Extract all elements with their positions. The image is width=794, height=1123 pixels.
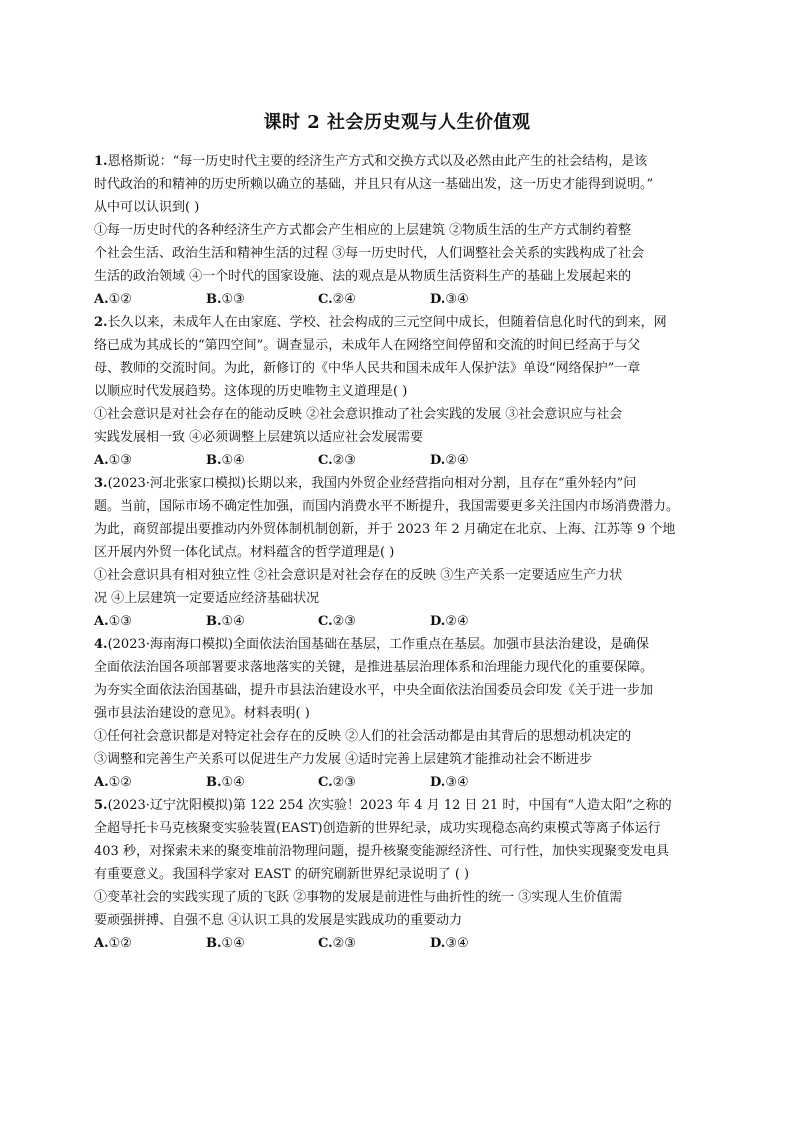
question-1 xyxy=(94,150,706,311)
choice-letter: C. xyxy=(318,453,333,468)
question-line: 强市县法治建设的意见》。材料表明( ) xyxy=(94,706,310,721)
choice-text: ②④ xyxy=(445,614,469,629)
choice-a[interactable] xyxy=(94,771,206,794)
choice-letter: D. xyxy=(430,775,446,790)
question-line xyxy=(94,472,706,495)
choice-d[interactable] xyxy=(430,771,542,794)
choice-text: ②③ xyxy=(332,775,356,790)
question-line: 实践发展相一致 ④必须调整上层建筑以适应社会发展需要 xyxy=(94,430,424,445)
choice-d[interactable] xyxy=(430,288,542,311)
choice-letter: B. xyxy=(206,614,222,629)
choice-d[interactable] xyxy=(430,610,542,633)
choice-b[interactable] xyxy=(206,771,318,794)
question-3 xyxy=(94,472,706,633)
question-line: 况 ④上层建筑一定要适应经济基础状况 xyxy=(94,591,320,606)
question-line xyxy=(94,794,706,817)
choice-letter: D. xyxy=(430,936,446,951)
choice-text: ③④ xyxy=(445,936,469,951)
choice-letter: A. xyxy=(94,775,109,790)
question-line xyxy=(94,633,706,656)
question-line: 全超导托卡马克核聚变实验装置(EAST)创造新的世界纪录，成功实现稳态高约束模式等离子体运行 xyxy=(94,821,661,836)
choice-text: ②③ xyxy=(332,936,356,951)
question-2 xyxy=(94,311,706,472)
question-text: (2023·海南海口模拟)全面依法治国基础在基层，工作重点在基层。加强市县法治建设，是确保 xyxy=(107,637,649,652)
question-line: 母、教师的交流时间。为此，新修订的《中华人民共和国未成年人保护法》单设“网络保护”一章 xyxy=(94,361,641,376)
choice-text: ③④ xyxy=(445,292,469,307)
page-title: 课时 2 社会历史观与人生价值观 xyxy=(263,112,531,133)
question-line: 个社会生活、政治生活和精神生活的过程 ③每一历史时代，人们调整社会关系的实践构成了社会 xyxy=(94,246,645,261)
choice-text: ③④ xyxy=(445,775,469,790)
question-text: 恩格斯说：“每一历史时代主要的经济生产方式和交换方式以及必然由此产生的社会结构，是该 xyxy=(107,154,648,169)
answer-choices xyxy=(94,449,706,472)
question-number: 5. xyxy=(94,798,108,813)
question-line: 时代政治的和精神的历史所赖以确立的基础，并且只有从这一基础出发，这一历史才能得到说明。” xyxy=(94,177,654,192)
answer-choices xyxy=(94,288,706,311)
choice-d[interactable] xyxy=(430,932,542,955)
choice-text: ②③ xyxy=(332,453,356,468)
choice-a[interactable] xyxy=(94,288,206,311)
choice-letter: A. xyxy=(94,936,109,951)
choice-text: ①④ xyxy=(221,453,245,468)
question-line: ①社会意识具有相对独立性 ②社会意识是对社会存在的反映 ③生产关系一定要适应生产力状 xyxy=(94,568,623,583)
choice-text: ②④ xyxy=(445,453,469,468)
choice-text: ①④ xyxy=(221,614,245,629)
choice-letter: C. xyxy=(318,614,333,629)
choice-text: ①④ xyxy=(221,775,245,790)
choice-letter: C. xyxy=(318,775,333,790)
choice-text: ①② xyxy=(108,775,132,790)
choice-letter: C. xyxy=(318,936,333,951)
question-number: 2. xyxy=(94,315,108,330)
question-text: (2023·辽宁沈阳模拟)第 122 254 次实验！2023 年 4 月 12 日 21 时，中国有“人造太阳”之称的 xyxy=(107,798,672,813)
choice-b[interactable] xyxy=(206,449,318,472)
choice-letter: C. xyxy=(318,292,333,307)
question-line: 全面依法治国各项部署要求落地落实的关键，是推进基层治理体系和治理能力现代化的重要保障。 xyxy=(94,660,654,675)
question-text: 长久以来，未成年人在由家庭、学校、社会构成的三元空间中成长，但随着信息化时代的到来，网 xyxy=(107,315,667,330)
question-5 xyxy=(94,794,706,955)
question-line: 要顽强拼搏、自强不息 ④认识工具的发展是实践成功的重要动力 xyxy=(94,913,463,928)
choice-letter: D. xyxy=(430,614,446,629)
question-4 xyxy=(94,633,706,794)
choice-letter: A. xyxy=(94,614,109,629)
choice-letter: D. xyxy=(430,292,446,307)
question-line xyxy=(94,150,706,173)
answer-choices xyxy=(94,610,706,633)
choice-letter: B. xyxy=(206,775,222,790)
choice-text: ①④ xyxy=(221,936,245,951)
choice-text: ①③ xyxy=(108,453,132,468)
choice-a[interactable] xyxy=(94,932,206,955)
question-line: 题。当前，国际市场不确定性加强，而国内消费水平不断提升，我国需要更多关注国内市场消费潜力。 xyxy=(94,499,680,514)
question-line: 络已成为其成长的“第四空间”。调查显示，未成年人在网络空间停留和交流的时间已经高于与父 xyxy=(94,338,641,353)
question-line: 为夯实全面依法治国基础，提升市县法治建设水平，中央全面依法治国委员会印发《关于进一步加 xyxy=(94,683,654,698)
question-number: 3. xyxy=(94,476,108,491)
choice-letter: D. xyxy=(430,453,446,468)
question-line: ①社会意识是对社会存在的能动反映 ②社会意识推动了社会实践的发展 ③社会意识应与社会 xyxy=(94,407,623,422)
answer-choices xyxy=(94,932,706,955)
question-line xyxy=(94,311,706,334)
question-line: 403 秒，对探索未来的聚变堆前沿物理问题，提升核聚变能源经济性、可行性，加快实现聚变发电具 xyxy=(94,844,669,859)
choice-text: ①② xyxy=(108,292,132,307)
choice-text: ①③ xyxy=(108,614,132,629)
question-line: ③调整和完善生产关系可以促进生产力发展 ④适时完善上层建筑才能推动社会不断进步 xyxy=(94,752,593,767)
choice-c[interactable] xyxy=(318,932,430,955)
choice-b[interactable] xyxy=(206,932,318,955)
question-line: 为此，商贸部提出要推动内外贸体制机制创新，并于 2023 年 2 月确定在北京、上海、江苏等 9 个地 xyxy=(94,522,676,537)
question-line: 生活的政治领域 ④一个时代的国家设施、法的观点是从物质生活资料生产的基础上发展起来的 xyxy=(94,269,632,284)
question-text: (2023·河北张家口模拟)长期以来，我国内外贸企业经营指向相对分割，且存在“重外轻内”问 xyxy=(107,476,637,491)
question-line: 从中可以认识到( ) xyxy=(94,200,200,215)
answer-choices xyxy=(94,771,706,794)
question-line: ①变革社会的实践实现了质的飞跃 ②事物的发展是前进性与曲折性的统一 ③实现人生价值需 xyxy=(94,890,623,905)
choice-text: ②③ xyxy=(332,614,356,629)
choice-b[interactable] xyxy=(206,610,318,633)
choice-letter: A. xyxy=(94,292,109,307)
choice-d[interactable] xyxy=(430,449,542,472)
choice-letter: A. xyxy=(94,453,109,468)
question-line: 以顺应时代发展趋势。这体现的历史唯物主义道理是( ) xyxy=(94,384,408,399)
question-line: ①任何社会意识都是对特定社会存在的反映 ②人们的社会活动都是由其背后的思想动机决定的 xyxy=(94,729,632,744)
choice-letter: B. xyxy=(206,453,222,468)
choice-b[interactable] xyxy=(206,288,318,311)
choice-a[interactable] xyxy=(94,449,206,472)
choice-letter: B. xyxy=(206,936,222,951)
question-list xyxy=(94,150,706,955)
choice-c[interactable] xyxy=(318,449,430,472)
choice-c[interactable] xyxy=(318,288,430,311)
choice-text: ②④ xyxy=(332,292,356,307)
choice-text: ①③ xyxy=(221,292,245,307)
choice-c[interactable] xyxy=(318,771,430,794)
question-line: 有重要意义。我国科学家对 EAST 的研究刷新世界纪录说明了 ( ) xyxy=(94,867,470,882)
choice-c[interactable] xyxy=(318,610,430,633)
question-line: 区开展内外贸一体化试点。材料蕴含的哲学道理是( ) xyxy=(94,545,395,560)
question-number: 1. xyxy=(94,154,108,169)
question-number: 4. xyxy=(94,637,108,652)
choice-text: ①② xyxy=(108,936,132,951)
question-line: ①每一历史时代的各种经济生产方式都会产生相应的上层建筑 ②物质生活的生产方式制约着整 xyxy=(94,223,632,238)
choice-a[interactable] xyxy=(94,610,206,633)
choice-letter: B. xyxy=(206,292,222,307)
